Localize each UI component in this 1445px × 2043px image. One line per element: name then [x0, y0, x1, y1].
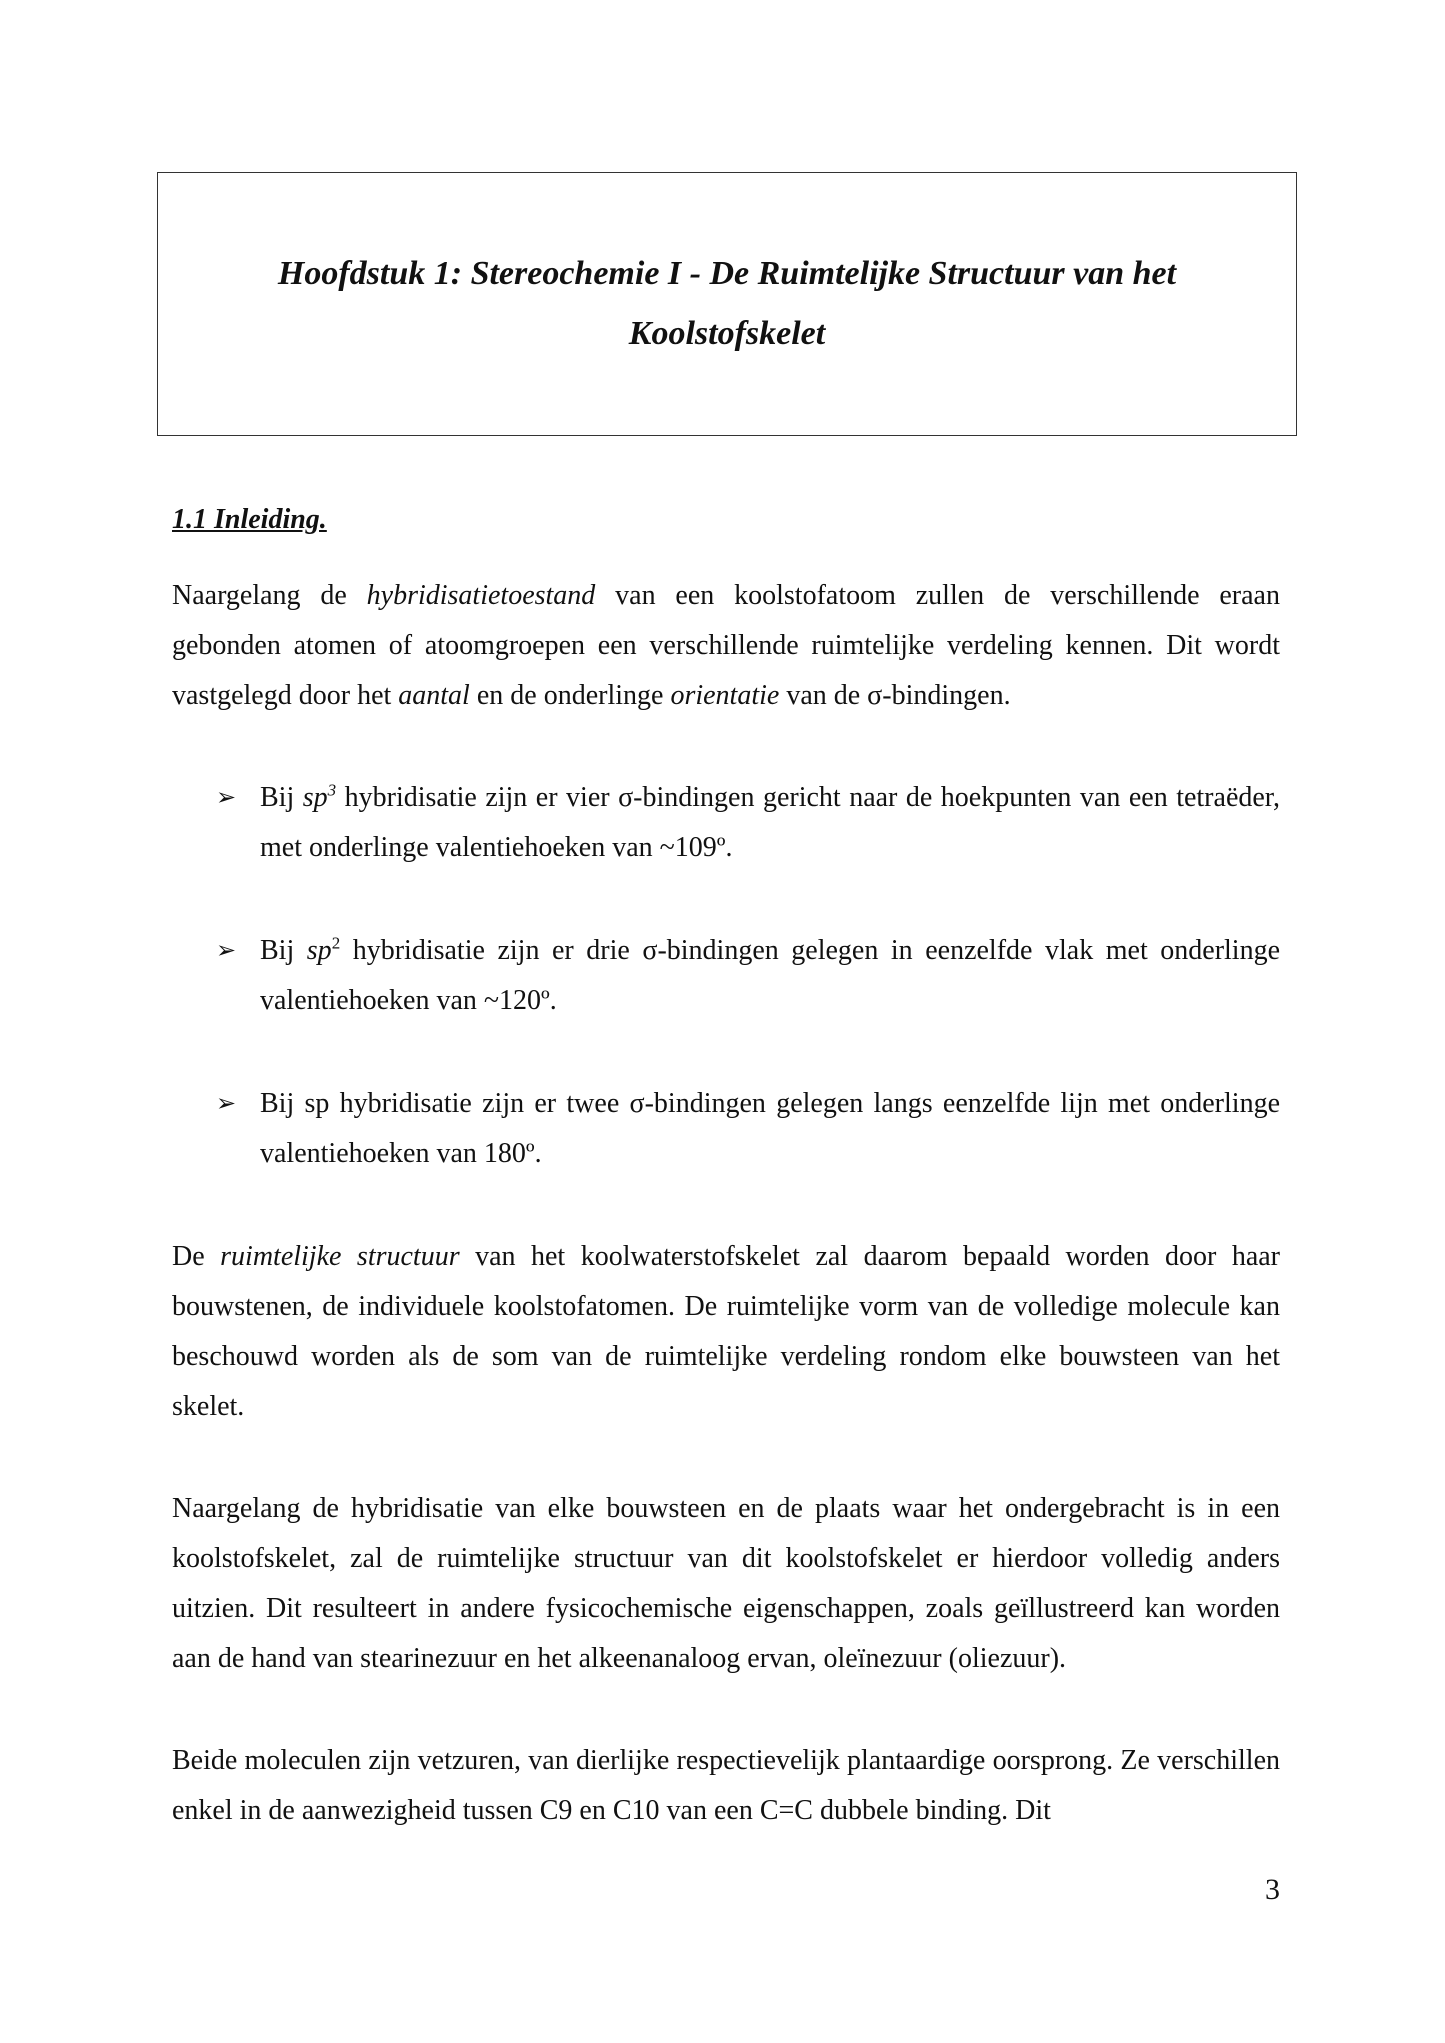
chapter-title-box — [157, 172, 1297, 436]
intro-text-2: van een koolstofatoom zullen de verschillende eraan gebonden atomen of atoomgroepen een verschillende ruimtelijke verdeling kennen. Dit wordt vastgelegd door het — [172, 580, 1280, 711]
fatty-acids-paragraph: Beide moleculen zijn vetzuren, van dierlijke respectievelijk plantaardige oorsprong. Ze verschillen enkel in de aanwezigheid tussen C9 en C10 van een C=C dubbele binding. Dit — [172, 1745, 1280, 1826]
intro-paragraph — [172, 571, 1280, 721]
arrow-bullet-icon: ➢ — [216, 1091, 237, 1117]
intro-emphasis-hybridisatietoestand: hybridisatietoestand — [366, 580, 596, 611]
arrow-bullet-icon: ➢ — [216, 785, 237, 811]
structure-text-1: De — [172, 1241, 221, 1272]
section-heading: 1.1 Inleiding. — [172, 504, 327, 535]
list-item-sp — [172, 1079, 1280, 1179]
bullet-prefix: Bij — [260, 782, 303, 813]
bullet-prefix: Bij — [260, 935, 307, 966]
chapter-title-line-2: Koolstofskelet — [628, 315, 826, 352]
chapter-title-line-1: Hoofdstuk 1: Stereochemie I - De Ruimtelijke Structuur van het — [277, 255, 1177, 292]
structure-emphasis: ruimtelijke structuur — [220, 1241, 460, 1272]
bullet-text: hybridisatie zijn er vier σ-bindingen gericht naar de hoekpunten van een tetraëder, met onderlinge valentiehoeken van ~109º. — [260, 782, 1280, 863]
hybridisation-paragraph: Naargelang de hybridisatie van elke bouwsteen en de plaats waar het ondergebracht is in een koolstofskelet, zal de ruimtelijke structuur van dit koolstofskelet er hierdoor volledig anders uitzien. Dit resulteert in andere fysicochemische eigenschappen, zoals geïllustreerd kan worden aan de hand van stearinezuur en het alkeenanaloog ervan, oleïnezuur (oliezuur). — [172, 1493, 1280, 1674]
intro-text-3: en de onderlinge — [469, 680, 671, 711]
structure-text-2: van het koolwaterstofskelet zal daarom bepaald worden door haar bouwstenen, de individuele koolstofatomen. De ruimtelijke vorm van de volledige molecule kan beschouwd worden als de som van de ruimtelijke verdeling rondom elke bouwsteen van het skelet. — [172, 1241, 1280, 1422]
intro-emphasis-aantal: aantal — [398, 680, 470, 711]
page-number: 3 — [1265, 1873, 1280, 1906]
hybridisation-term: sp — [306, 935, 332, 966]
bullet-text: Bij sp hybridisatie zijn er twee σ-bindingen gelegen langs eenzelfde lijn met onderlinge valentiehoeken van 180º. — [260, 1088, 1280, 1169]
superscript: 3 — [327, 780, 337, 800]
page-body — [172, 495, 1280, 1836]
hybridisation-term: sp — [302, 782, 328, 813]
arrow-bullet-icon: ➢ — [216, 938, 237, 964]
intro-text-4: van de σ-bindingen. — [779, 680, 1011, 711]
structure-paragraph — [172, 1232, 1280, 1432]
bullet-text: hybridisatie zijn er drie σ-bindingen gelegen in eenzelfde vlak met onderlinge valentiehoeken van ~120º. — [260, 935, 1280, 1016]
intro-emphasis-orientatie: orientatie — [670, 680, 780, 711]
intro-text-1: Naargelang de — [172, 580, 367, 611]
superscript: 2 — [331, 933, 341, 953]
hybridisation-list — [172, 773, 1280, 1179]
list-item-sp2 — [172, 926, 1280, 1026]
list-item-sp3 — [172, 773, 1280, 873]
